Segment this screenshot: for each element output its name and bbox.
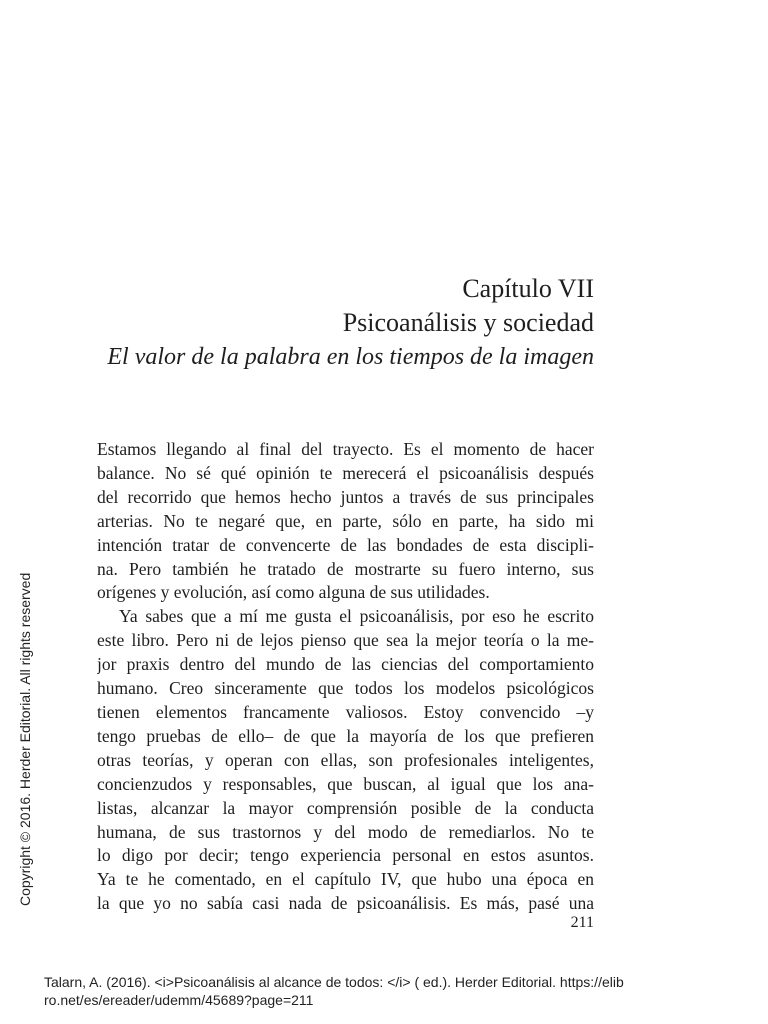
text-line: lo digo por decir; tengo experiencia personal en estos asuntos. [97,845,594,866]
text-line: Estamos llegando al final del trayecto. Es el momento de hacer [97,439,594,459]
text-line: tienen elementos francamente valiosos. Estoy convencido –y [97,701,594,722]
text-line: humano. Creo sinceramente que todos los modelos psicológicos [97,678,594,699]
text-line: concienzudos y responsables, que buscan, al igual que los ana- [97,773,594,794]
citation-footer [44,973,734,1009]
paragraph-2 [97,605,594,916]
paragraph-1 [97,438,594,605]
citation-line: Talarn, A. (2016). <i>Psicoanálisis al alcance de todos: </i> ( ed.). Herder Editorial. https://elib [44,974,624,990]
text-line: Ya te he comentado, en el capítulo IV, que hubo una época en [97,869,594,890]
text-line: este libro. Pero ni de lejos pienso que sea la mejor teoría o la me- [97,630,594,651]
chapter-number: Capítulo VII [462,274,594,303]
text-line: tengo pruebas de ello– de que la mayoría de los que prefieren [97,725,594,746]
text-line: humana, de sus trastornos y del modo de remediarlos. No te [97,821,594,842]
text-line: arterias. No te negaré que, en parte, sólo en parte, ha sido mi [97,510,594,531]
text-line: del recorrido que hemos hecho juntos a través de sus principales [97,486,594,507]
text-line: intención tratar de convencerte de las bondades de esta discipli- [97,534,594,555]
chapter-title: Psicoanálisis y sociedad [342,308,594,337]
text-line: na. Pero también he tratado de mostrarte su fuero interno, sus [97,558,594,579]
text-line: jor praxis dentro del mundo de las ciencias del comportamiento [97,654,594,675]
page-number: 211 [570,914,594,931]
text-line: listas, alcanzar la mayor comprensión posible de la conducta [97,797,594,818]
text-line: balance. No sé qué opinión te merecerá el psicoanálisis después [97,462,594,483]
text-line: orígenes y evolución, así como alguna de sus utilidades. [97,582,490,603]
citation-line: ro.net/es/ereader/udemm/45689?page=211 [44,992,314,1008]
chapter-subtitle: El valor de la palabra en los tiempos de la imagen [107,344,594,370]
text-line: la que yo no sabía casi nada de psicoanálisis. Es más, pasé una [97,893,594,914]
text-line: otras teorías, y operan con ellas, son profesionales inteligentes, [97,749,594,770]
body-text [97,438,594,916]
copyright-notice: Copyright © 2016. Herder Editorial. All rights reserved [17,572,33,906]
chapter-heading [34,272,594,374]
text-line: Ya sabes que a mí me gusta el psicoanálisis, por eso he escrito [119,606,594,627]
